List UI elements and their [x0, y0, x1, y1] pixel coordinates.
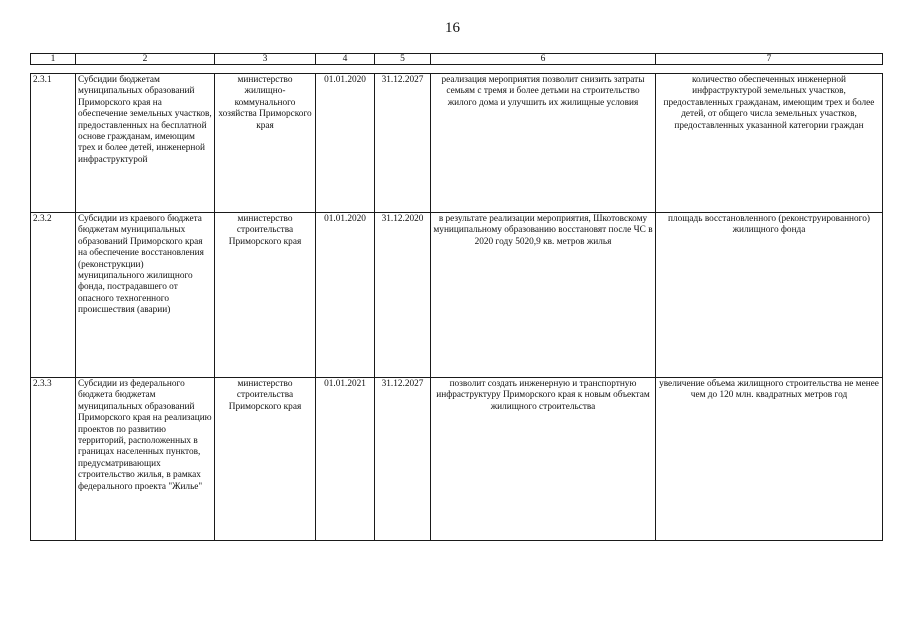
- column-header: 5: [375, 54, 431, 65]
- row-number: 2.3.3: [31, 378, 76, 541]
- indicator: количество обеспеченных инженерной инфраструктурой земельных участков, предоставленных гражданам, имеющим трех и более детей, от общего числа земельных участков, предоставленных указанной категории граждан: [656, 74, 883, 213]
- table-row: [31, 213, 883, 378]
- spacer-row: [31, 65, 883, 74]
- start-date: 01.01.2021: [316, 378, 375, 541]
- page-number: 16: [445, 20, 460, 36]
- activity-name: Субсидии бюджетам муниципальных образований Приморского края на обеспечение земельных участков, предоставленных на бесплатной основе гражданам, имеющим трех и более детей, инженерной инфраструктурой: [76, 74, 215, 213]
- column-header: 4: [316, 54, 375, 65]
- column-header: 7: [656, 54, 883, 65]
- activity-name: Субсидии из краевого бюджета бюджетам муниципальных образований Приморского края на обеспечение восстановления (реконструкции) муниципального жилищного фонда, пострадавшего от опасного техногенного происшествия (аварии): [76, 213, 215, 378]
- activity-name: Субсидии из федерального бюджета бюджетам муниципальных образований Приморского края на реализацию проектов по развитию территорий, расположенных в границах населенных пунктов, предусматривающих строительство жилья, в рамках федерального проекта "Жилье": [76, 378, 215, 541]
- executor: министерство строительства Приморского края: [215, 378, 316, 541]
- expected-result: позволит создать инженерную и транспортную инфраструктуру Приморского края к новым объектам жилищного строительства: [431, 378, 656, 541]
- end-date: 31.12.2027: [375, 74, 431, 213]
- table-row: [31, 378, 883, 541]
- indicator: увеличение объема жилищного строительства не менее чем до 120 млн. квадратных метров год: [656, 378, 883, 541]
- executor: министерство строительства Приморского края: [215, 213, 316, 378]
- start-date: 01.01.2020: [316, 74, 375, 213]
- expected-result: в результате реализации мероприятия, Шкотовскому муниципальному образованию восстановят после ЧС в 2020 году 5020,9 кв. метров жилья: [431, 213, 656, 378]
- header-row: [31, 54, 883, 65]
- column-header: 1: [31, 54, 76, 65]
- column-header: 2: [76, 54, 215, 65]
- row-number: 2.3.1: [31, 74, 76, 213]
- row-number: 2.3.2: [31, 213, 76, 378]
- table-row: [31, 74, 883, 213]
- end-date: 31.12.2020: [375, 213, 431, 378]
- executor: министерство жилищно-коммунального хозяйства Приморского края: [215, 74, 316, 213]
- column-header: 3: [215, 54, 316, 65]
- start-date: 01.01.2020: [316, 213, 375, 378]
- end-date: 31.12.2027: [375, 378, 431, 541]
- program-activities-table: [30, 53, 883, 541]
- indicator: площадь восстановленного (реконструированного) жилищного фонда: [656, 213, 883, 378]
- column-header: 6: [431, 54, 656, 65]
- expected-result: реализация мероприятия позволит снизить затраты семьям с тремя и более детьми на строительство жилого дома и улучшить их жилищные условия: [431, 74, 656, 213]
